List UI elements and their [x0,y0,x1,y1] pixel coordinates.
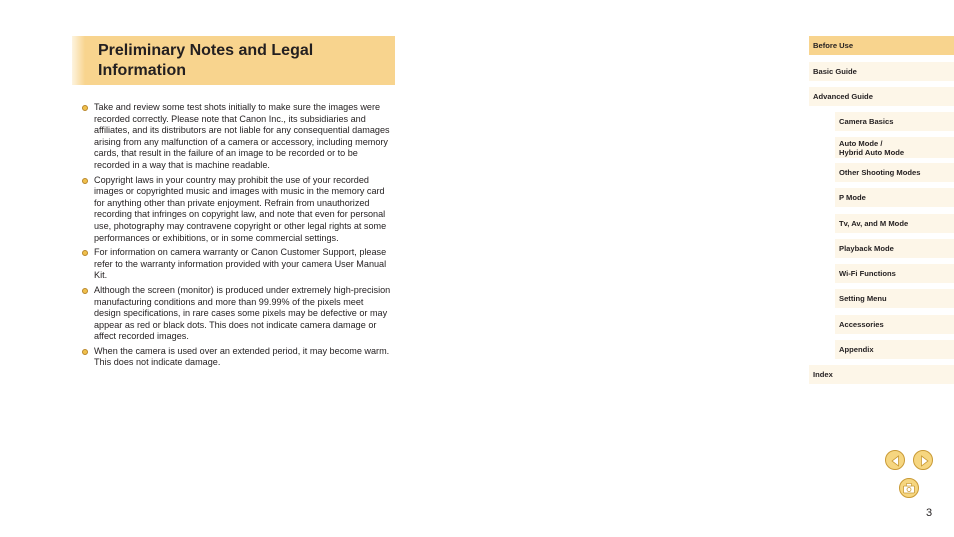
nav-item-auto-mode[interactable] [835,137,954,158]
nav-item-other-shooting-modes[interactable]: Other Shooting Modes [835,163,954,182]
nav-item-tv-av-m-mode[interactable]: Tv, Av, and M Mode [835,214,954,233]
nav-item-basic-guide[interactable]: Basic Guide [809,62,954,81]
list-item-text: For information on camera warranty or Canon Customer Support, please refer to the warranty information provided with your camera User Manual Kit. [94,247,387,281]
nav-item-before-use[interactable]: Before Use [809,36,954,55]
nav-item-appendix[interactable]: Appendix [835,340,954,359]
nav-item-index[interactable]: Index [809,365,954,384]
nav-item-label: Hybrid Auto Mode [839,147,905,157]
list-item-text: Copyright laws in your country may prohibit the use of your recorded images or copyrighted music and images with music in the memory card for anything other than private enjoyment. Refrain from unauthorized recording that infringes on copyright law, and note that even for personal use, photography may contravene copyright or other legal rights at some performances or exhibitions, or in some commercial settings. [94,174,387,243]
list-item-text: Take and review some test shots initially to make sure the images were recorded correctly. Please note that Canon Inc., its subsidiaries and affiliates, and its distributors are not liable for any consequential damages arising from any malfunction of a camera or accessory, including memory cards, that result in the failure of an image to be recorded or to be recorded in a way that is machine readable. [94,102,390,170]
list-item [82,247,392,282]
list-item-text: Although the screen (monitor) is produced under extremely high-precision manufacturing conditions and more than 99.99% of the pixels meet design specifications, in rare cases some pixels may be defective or may appear as red or black dots. This does not indicate camera damage or affect recorded images. [94,284,391,342]
nav-item-advanced-guide[interactable]: Advanced Guide [809,87,954,106]
list-item [82,102,392,172]
bullet-icon [82,349,88,355]
home-button[interactable] [898,477,920,499]
list-item [82,346,392,369]
bullet-icon [82,178,88,184]
notes-list [82,102,392,372]
list-item [82,175,392,245]
bullet-icon [82,105,88,111]
bullet-icon [82,250,88,256]
page-number: 3 [926,507,933,519]
nav-item-playback-mode[interactable]: Playback Mode [835,239,954,258]
previous-page-icon [886,451,906,471]
page-title-box [72,36,395,85]
bullet-icon [82,288,88,294]
page-title: Preliminary Notes and Legal Information [98,42,314,79]
home-icon [898,477,920,499]
list-item-text: When the camera is used over an extended period, it may become warm. This does not indicate damage. [94,345,390,368]
nav-item-accessories[interactable]: Accessories [835,315,954,334]
nav-item-setting-menu[interactable]: Setting Menu [835,289,954,308]
nav-item-camera-basics[interactable]: Camera Basics [835,112,954,131]
previous-page-button[interactable] [885,450,905,470]
nav-item-p-mode[interactable]: P Mode [835,188,954,207]
nav-item-label: Auto Mode / [839,138,883,148]
next-page-icon [914,451,934,471]
list-item [82,285,392,343]
nav-item-wifi-functions[interactable]: Wi-Fi Functions [835,264,954,283]
next-page-button[interactable] [913,450,933,470]
